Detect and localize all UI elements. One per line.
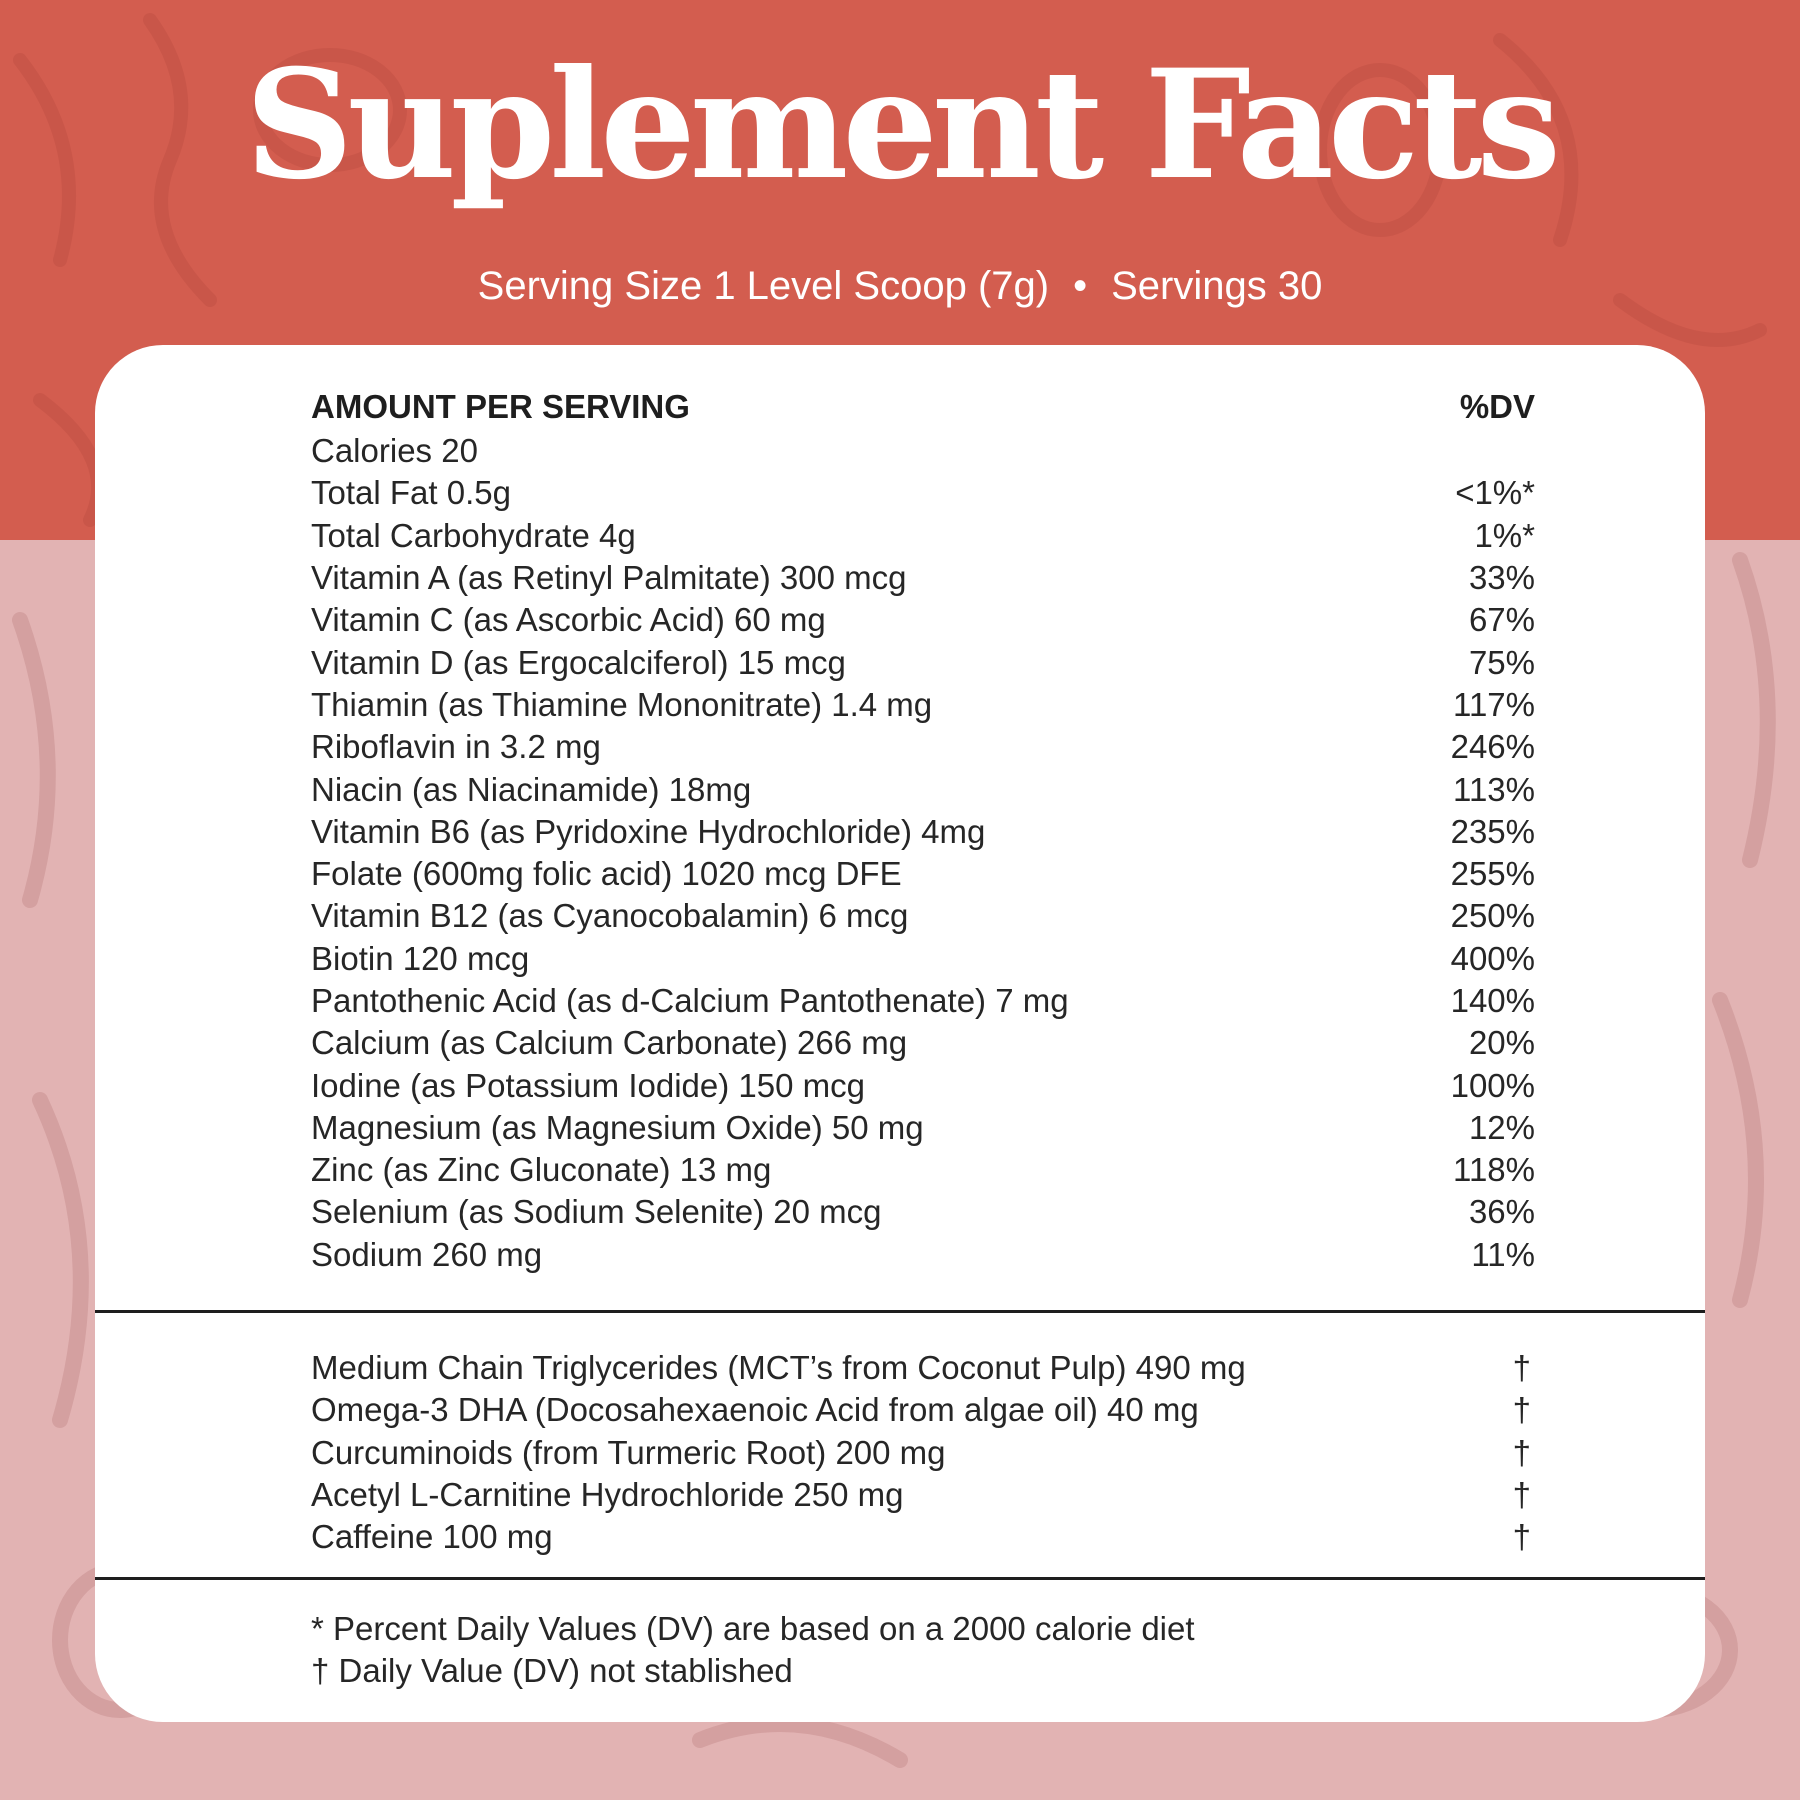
table-row bbox=[311, 726, 1535, 768]
list-item bbox=[311, 1516, 1531, 1558]
nutrient-dv: 20% bbox=[1468, 1024, 1535, 1062]
serving-size: Serving Size 1 Level Scoop (7g) bbox=[477, 264, 1050, 308]
table-row bbox=[311, 557, 1535, 599]
dagger-mark: † bbox=[1512, 1518, 1531, 1556]
nutrient-name: Iodine (as Potassium Iodide) 150 mcg bbox=[311, 1066, 865, 1104]
table-row bbox=[311, 684, 1535, 726]
nutrient-dv: 255% bbox=[1450, 855, 1535, 893]
ingredient-name: Acetyl L-Carnitine Hydrochloride 250 mg bbox=[311, 1476, 904, 1514]
nutrient-list bbox=[311, 430, 1535, 1276]
list-item bbox=[311, 1474, 1531, 1516]
nutrient-dv: 11% bbox=[1471, 1235, 1535, 1273]
ingredient-name: Omega-3 DHA (Docosahexaenoic Acid from algae oil) 40 mg bbox=[311, 1391, 1199, 1429]
nutrient-dv: 400% bbox=[1450, 939, 1535, 977]
footnote: † Daily Value (DV) not stablished bbox=[311, 1652, 793, 1689]
nutrient-name: Sodium 260 mg bbox=[311, 1235, 543, 1273]
nutrient-name: Riboflavin in 3.2 mg bbox=[311, 728, 601, 766]
nutrient-name: Calories 20 bbox=[311, 432, 478, 470]
table-row bbox=[311, 895, 1535, 937]
table-row bbox=[311, 1107, 1535, 1149]
servings-count: Servings 30 bbox=[1111, 264, 1323, 308]
ingredient-name: Medium Chain Triglycerides (MCT’s from Coconut Pulp) 490 mg bbox=[311, 1349, 1246, 1387]
table-row bbox=[311, 515, 1535, 557]
nutrient-dv: 117% bbox=[1453, 685, 1535, 723]
nutrient-name: Vitamin A (as Retinyl Palmitate) 300 mcg bbox=[311, 559, 907, 597]
nutrient-name: Vitamin B6 (as Pyridoxine Hydrochloride) 4mg bbox=[311, 812, 986, 850]
dagger-mark: † bbox=[1512, 1349, 1531, 1387]
nutrient-name: Magnesium (as Magnesium Oxide) 50 mg bbox=[311, 1108, 924, 1146]
nutrient-dv: 1%* bbox=[1474, 516, 1535, 554]
nutrient-name: Niacin (as Niacinamide) 18mg bbox=[311, 770, 752, 808]
nutrient-name: Vitamin B12 (as Cyanocobalamin) 6 mcg bbox=[311, 897, 909, 935]
nutrient-name: Folate (600mg folic acid) 1020 mcg DFE bbox=[311, 855, 902, 893]
nutrient-dv: 118% bbox=[1453, 1151, 1535, 1189]
footnotes bbox=[311, 1608, 1561, 1692]
nutrient-name: Selenium (as Sodium Selenite) 20 mcg bbox=[311, 1193, 882, 1231]
nutrient-dv: 67% bbox=[1468, 601, 1535, 639]
section-divider bbox=[95, 1310, 1705, 1313]
table-row bbox=[311, 599, 1535, 641]
nutrient-name: Total Fat 0.5g bbox=[311, 474, 511, 512]
nutrient-name: Vitamin C (as Ascorbic Acid) 60 mg bbox=[311, 601, 826, 639]
separator-dot: • bbox=[1073, 264, 1088, 308]
table-row bbox=[311, 641, 1535, 683]
other-ingredients-list bbox=[311, 1347, 1531, 1558]
nutrient-dv: 100% bbox=[1450, 1066, 1535, 1104]
nutrient-dv: 140% bbox=[1450, 982, 1535, 1019]
table-row bbox=[311, 472, 1535, 514]
amount-header: AMOUNT PER SERVING bbox=[311, 388, 690, 425]
nutrient-dv: 12% bbox=[1468, 1108, 1535, 1146]
ingredient-name: Caffeine 100 mg bbox=[311, 1518, 553, 1556]
list-item bbox=[311, 1347, 1531, 1389]
footnote: * Percent Daily Values (DV) are based on a 2000 calorie diet bbox=[311, 1610, 1195, 1647]
table-row bbox=[311, 938, 1535, 980]
table-row bbox=[311, 853, 1535, 895]
nutrient-dv: 75% bbox=[1468, 643, 1535, 681]
nutrient-dv: 235% bbox=[1450, 812, 1535, 850]
nutrient-name: Calcium (as Calcium Carbonate) 266 mg bbox=[311, 1024, 908, 1062]
table-row bbox=[311, 1064, 1535, 1106]
dagger-mark: † bbox=[1512, 1391, 1531, 1429]
ingredient-name: Curcuminoids (from Turmeric Root) 200 mg bbox=[311, 1433, 946, 1471]
nutrient-name: Pantothenic Acid (as d-Calcium Pantothenate) 7 mg bbox=[311, 982, 1069, 1019]
table-row bbox=[311, 1191, 1535, 1233]
nutrient-dv: 36% bbox=[1468, 1193, 1535, 1231]
nutrient-dv: <1%* bbox=[1455, 474, 1535, 512]
dagger-mark: † bbox=[1512, 1433, 1531, 1471]
nutrient-name: Biotin 120 mcg bbox=[311, 939, 530, 977]
list-item bbox=[311, 1389, 1531, 1431]
table-header bbox=[311, 382, 1535, 432]
table-row bbox=[311, 980, 1535, 1022]
nutrient-dv: 33% bbox=[1468, 559, 1535, 597]
nutrient-dv: 246% bbox=[1450, 728, 1535, 766]
table-row bbox=[311, 1149, 1535, 1191]
facts-card bbox=[95, 345, 1705, 1722]
nutrient-dv: 250% bbox=[1450, 897, 1535, 935]
nutrient-dv: 113% bbox=[1453, 770, 1535, 808]
table-row bbox=[311, 430, 1535, 472]
nutrient-name: Zinc (as Zinc Gluconate) 13 mg bbox=[311, 1151, 772, 1189]
nutrient-name: Total Carbohydrate 4g bbox=[311, 516, 636, 554]
section-divider bbox=[95, 1577, 1705, 1580]
serving-info bbox=[0, 266, 1800, 306]
table-row bbox=[311, 1234, 1535, 1276]
nutrient-name: Vitamin D (as Ergocalciferol) 15 mcg bbox=[311, 643, 846, 681]
dagger-mark: † bbox=[1512, 1476, 1531, 1514]
list-item bbox=[311, 1432, 1531, 1474]
dv-header: %DV bbox=[1459, 388, 1535, 425]
table-row bbox=[311, 1022, 1535, 1064]
page-title: Suplement Facts bbox=[245, 37, 1555, 213]
table-row bbox=[311, 811, 1535, 853]
table-row bbox=[311, 768, 1535, 810]
nutrient-name: Thiamin (as Thiamine Mononitrate) 1.4 mg bbox=[311, 685, 933, 723]
